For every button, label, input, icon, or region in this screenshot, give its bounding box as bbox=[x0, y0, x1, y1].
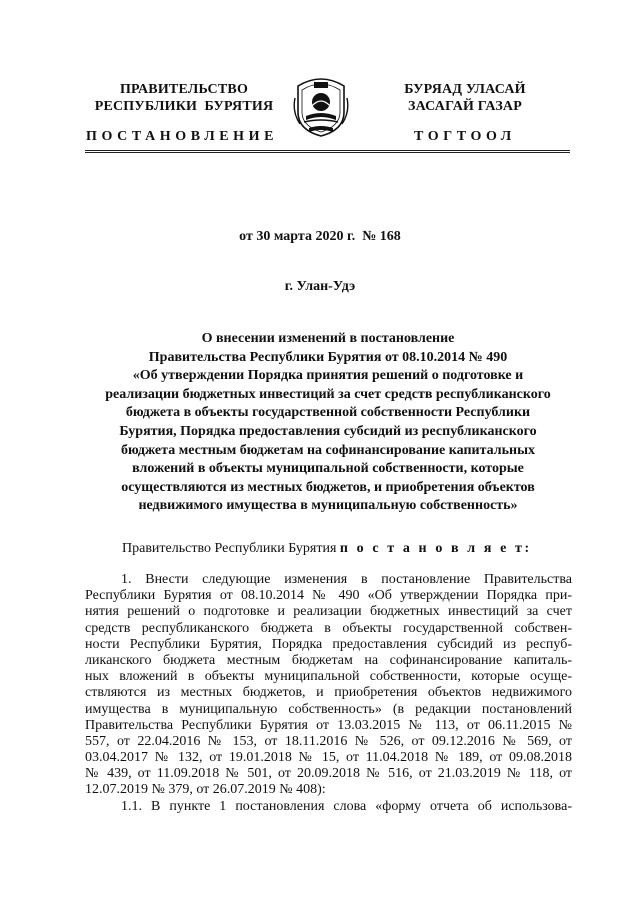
title-line: недвижимого имущества в муниципальную собственность» bbox=[138, 498, 518, 514]
header-left-line1: ПРАВИТЕЛЬСТВО bbox=[119, 82, 249, 97]
body-line: Правительства Республики Бурятия от 13.03.2015 № 113, от 06.11.2015 № bbox=[85, 717, 572, 733]
doc-type-right: ТОГТООЛ bbox=[414, 129, 516, 144]
body-line: ности Республики Бурятия, Порядка предоставления субсидий из респуб- bbox=[85, 636, 572, 652]
decree-lead-text: Правительство Республики Бурятия bbox=[122, 541, 340, 556]
body-line: ликанского бюджета местным бюджетам на софинансирование капиталь- bbox=[85, 652, 572, 668]
body-line: нятия решений о подготовке и реализации бюджетных инвестиций за счет bbox=[85, 604, 572, 620]
document-city: г. Улан-Удэ bbox=[284, 279, 356, 294]
title-line: реализации бюджетных инвестиций за счет средств республиканского bbox=[105, 386, 551, 402]
body-line: 12.07.2019 № 379, от 26.07.2019 № 408): bbox=[85, 782, 326, 798]
body-line: ствляются из местных бюджетов, и приобретения объектов недвижимого bbox=[85, 685, 572, 701]
title-line: О внесении изменений в постановление bbox=[201, 331, 455, 346]
body-line: имущества в муниципальную собственность» (в редакции постановлений bbox=[85, 701, 572, 717]
body-line: 1. Внести следующие изменения в постановление Правительства bbox=[121, 572, 572, 587]
body-line: 03.04.2017 № 132, от 19.01.2018 № 15, от 11.04.2018 № 189, от 09.08.2018 bbox=[85, 750, 572, 766]
header-right-line2: ЗАСАГАЙ ГАЗАР bbox=[407, 99, 522, 114]
decree-lead-verb: п о с т а н о в л я е т: bbox=[339, 541, 532, 556]
header-right-line1: БУРЯАД УЛАСАЙ bbox=[404, 82, 526, 97]
body-line: № 439, от 11.09.2018 № 501, от 20.09.2018 № 516, от 21.03.2019 № 118, от bbox=[85, 766, 572, 782]
title-line: бюджета в объекты государственной собственности Республики bbox=[125, 405, 531, 421]
header-double-rule bbox=[85, 150, 570, 153]
doc-type-left: ПОСТАНОВЛЕНИЕ bbox=[86, 129, 279, 144]
title-line: вложений в объекты муниципальной собственности, которые bbox=[132, 461, 524, 477]
document-date-number: от 30 марта 2020 г. № 168 bbox=[239, 229, 401, 244]
document-title bbox=[84, 330, 572, 516]
title-line: «Об утверждении Порядка принятия решений о подготовке и bbox=[132, 368, 524, 384]
header-left-line2: РЕСПУБЛИКИ БУРЯТИЯ bbox=[94, 99, 274, 114]
title-line: осуществляются из местных бюджетов, и приобретения объектов bbox=[121, 479, 535, 495]
body-line: Республики Бурятия от 08.10.2014 № 490 «Об утверждении Порядка при- bbox=[85, 588, 572, 604]
header-left bbox=[86, 81, 282, 115]
title-line: Правительства Республики Бурятия от 08.10.2014 № 490 bbox=[148, 349, 508, 365]
body-line: 1.1. В пункте 1 постановления слова «форму отчета об использова- bbox=[121, 798, 572, 814]
document-body bbox=[85, 572, 572, 815]
header-right bbox=[390, 81, 540, 115]
body-line: 557, от 22.04.2016 № 153, от 18.11.2016 № 526, от 09.12.2016 № 569, от bbox=[85, 733, 572, 749]
body-line: средств республиканского бюджета в объекты государственной собствен- bbox=[85, 620, 572, 636]
body-line: ных вложений в объекты муниципальной собственности, которые осуще- bbox=[85, 669, 572, 685]
coat-of-arms-emblem bbox=[292, 72, 350, 138]
title-line: Бурятия, Порядка предоставления субсидий из республиканского bbox=[119, 423, 537, 439]
title-line: бюджета местным бюджетам на софинансирование капитальных bbox=[120, 442, 536, 458]
decree-lead-paragraph bbox=[122, 541, 532, 557]
